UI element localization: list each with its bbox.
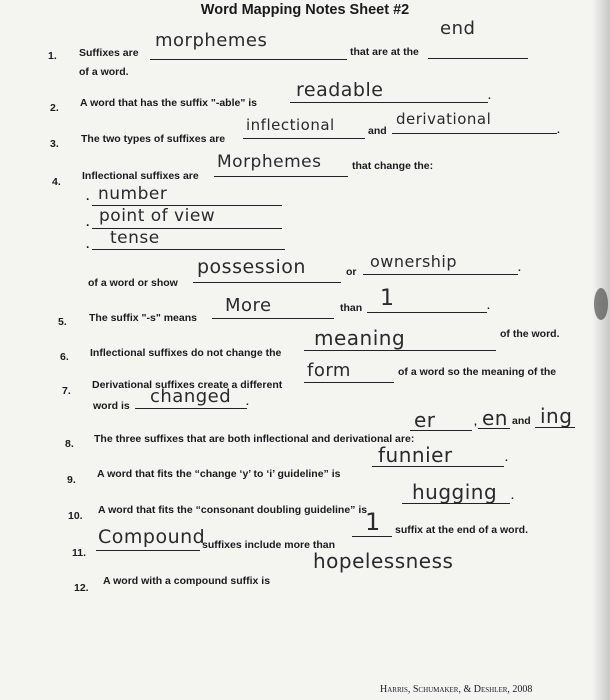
answer-line: [92, 249, 285, 250]
question-text: A word with a compound suffix is: [103, 575, 271, 587]
answer-line: [290, 102, 488, 103]
handwritten-answer: derivational: [396, 110, 492, 128]
handwritten-answer: en: [482, 406, 508, 430]
handwritten-answer: meaning: [314, 326, 406, 350]
item-number: 3.: [50, 138, 59, 150]
question-text: Derivational suffixes create a different: [92, 379, 283, 391]
handwritten-answer: hopelessness: [313, 549, 454, 573]
handwritten-answer: 1: [380, 286, 395, 311]
handwritten-answer: readable: [296, 79, 384, 101]
question-text: suffix at the end of a word.: [395, 524, 529, 536]
handwritten-answer: er: [414, 408, 436, 432]
bullet: ·: [86, 192, 90, 206]
answer-line: [367, 312, 487, 313]
item-number: 12.: [74, 582, 89, 594]
page-title: Word Mapping Notes Sheet #2: [200, 2, 410, 18]
question-text: A word that has the suffix "-able" is: [80, 97, 258, 109]
period: .: [505, 452, 508, 464]
comma: ,: [474, 416, 477, 428]
question-text: that change the:: [352, 160, 434, 172]
period: .: [246, 396, 249, 408]
question-text: suffixes include more than: [202, 539, 336, 551]
handwritten-answer: tense: [110, 228, 160, 248]
question-text: of a word.: [79, 66, 129, 78]
handwritten-answer: 1: [365, 508, 381, 536]
answer-line: [428, 58, 528, 59]
item-number: 2.: [50, 102, 59, 114]
question-text: A word that fits the “consonant doubling guideline” is: [98, 504, 368, 516]
answer-line: [392, 133, 557, 134]
handwritten-answer: point of view: [99, 206, 216, 226]
question-text: word is: [93, 400, 130, 412]
answer-line: [135, 408, 247, 409]
answer-line: [363, 274, 518, 275]
question-text: of the word.: [500, 328, 560, 340]
handwritten-answer: form: [307, 360, 351, 381]
handwritten-answer: possession: [197, 256, 306, 278]
item-number: 8.: [65, 438, 74, 450]
answer-line: [304, 350, 496, 351]
item-number: 4.: [52, 176, 61, 188]
handwritten-answer: ownership: [370, 252, 458, 271]
question-text: The suffix "-s" means: [89, 312, 197, 324]
handwritten-answer: funnier: [378, 443, 453, 467]
question-text: than: [340, 302, 363, 314]
question-text: The three suffixes that are both inflectional and derivational are:: [94, 433, 415, 445]
question-text: that are at the: [350, 46, 419, 58]
question-text: The two types of suffixes are: [81, 133, 226, 145]
item-number: 5.: [58, 316, 67, 328]
handwritten-answer: Morphemes: [217, 152, 322, 172]
handwritten-answer: morphemes: [155, 30, 268, 51]
scan-shadow: [592, 0, 610, 700]
question-text: Inflectional suffixes do not change the: [90, 347, 282, 359]
question-text: of a word or show: [88, 277, 178, 289]
answer-line: [214, 176, 348, 177]
answer-line: [304, 382, 394, 383]
bullet: ·: [86, 240, 90, 254]
question-text: and: [368, 125, 387, 137]
question-text: Suffixes are: [79, 47, 139, 59]
item-number: 6.: [60, 351, 69, 363]
item-number: 7.: [62, 385, 71, 397]
handwritten-answer: end: [440, 18, 476, 39]
handwritten-answer: changed: [150, 386, 232, 407]
handwritten-answer: More: [225, 295, 272, 316]
period: .: [488, 90, 491, 102]
handwritten-answer: number: [98, 184, 168, 204]
period: .: [518, 262, 521, 274]
answer-line: [243, 138, 365, 139]
item-number: 10.: [68, 510, 83, 522]
question-text: of a word so the meaning of the: [398, 366, 557, 378]
period: .: [487, 300, 490, 312]
question-text: or: [346, 266, 357, 278]
question-text: A word that fits the “change ‘y’ to ‘i’ guideline” is: [97, 468, 341, 480]
period: .: [511, 490, 514, 502]
item-number: 11.: [72, 547, 87, 559]
item-number: 1.: [48, 50, 57, 62]
answer-line: [150, 59, 347, 60]
period: .: [557, 124, 560, 136]
answer-line: [352, 536, 392, 537]
item-number: 9.: [67, 474, 76, 486]
question-text: Inflectional suffixes are: [82, 170, 199, 182]
answer-line: [212, 318, 334, 319]
binder-hole: [594, 288, 608, 320]
answer-line: [193, 282, 341, 283]
question-text: and: [512, 415, 531, 427]
answer-line: [96, 550, 200, 551]
handwritten-answer: Compound: [98, 526, 206, 548]
handwritten-answer: inflectional: [246, 116, 335, 134]
handwritten-answer: hugging: [412, 480, 498, 504]
copyright-footer: Harris, Schumaker, & Deshler, 2008: [380, 684, 533, 695]
bullet: ·: [86, 218, 90, 232]
handwritten-answer: ing: [540, 404, 573, 428]
